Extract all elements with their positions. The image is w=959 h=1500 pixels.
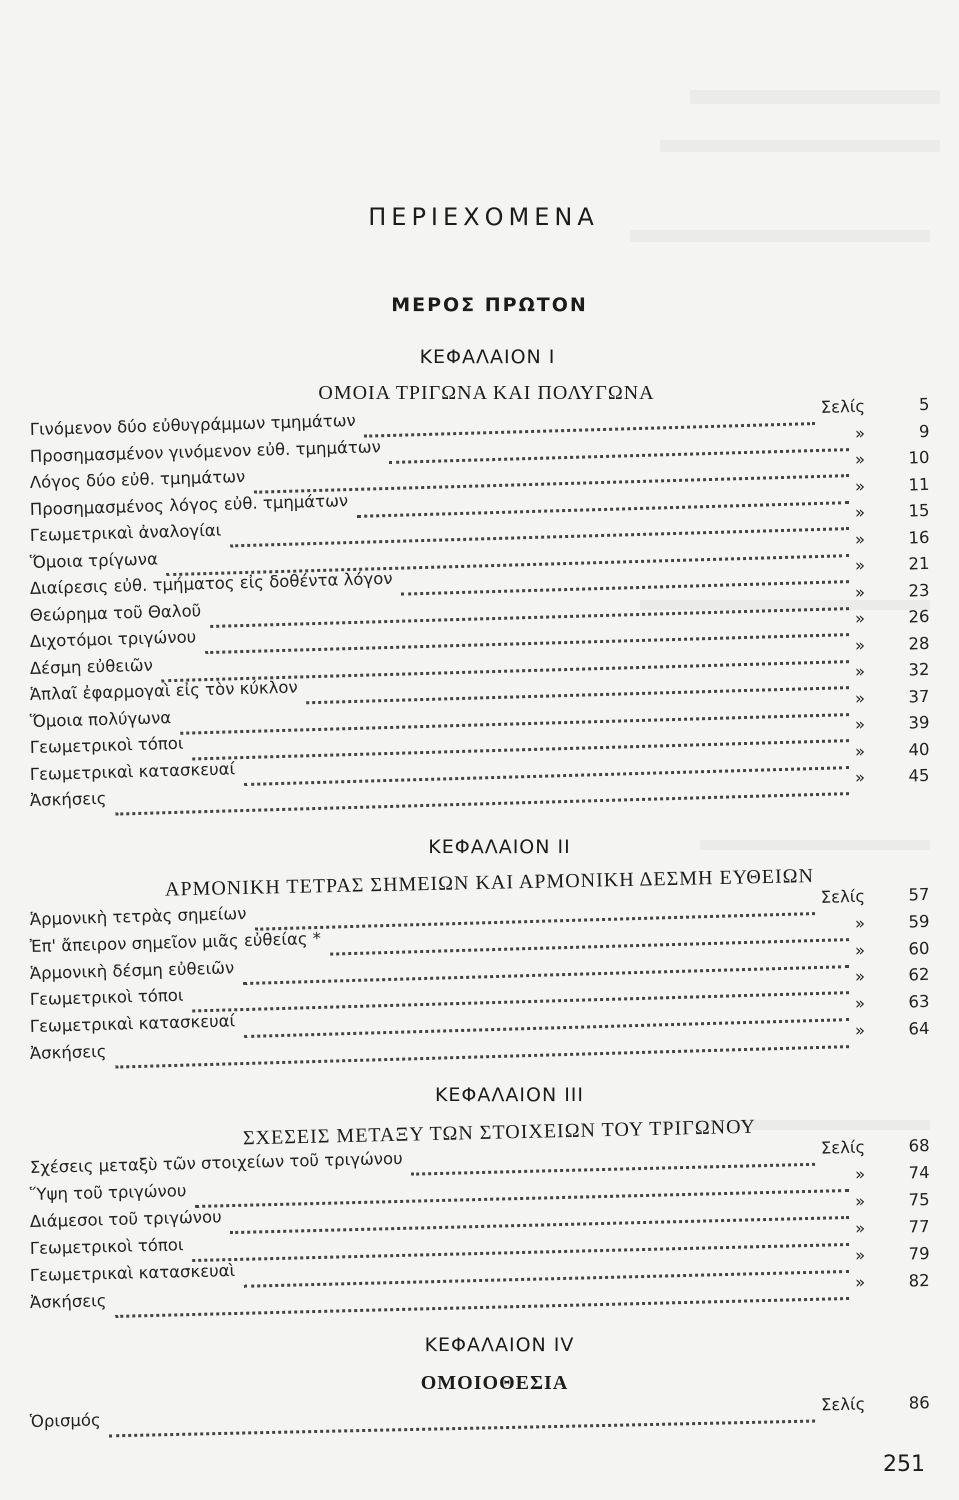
ditto-mark: » <box>854 555 866 575</box>
toc-entry-page: 82 <box>908 1271 930 1291</box>
page-number: 251 <box>883 1452 925 1477</box>
toc-entry-page: 59 <box>908 911 930 932</box>
toc-entry-title: Ὁρισμός <box>29 1410 101 1431</box>
page-word: Σελίς <box>820 1137 866 1158</box>
toc-entry-page: 15 <box>908 500 930 521</box>
toc-entry-title: Γινόμενον δύο εὐθυγράμμων τμημάτων <box>29 410 357 439</box>
ditto-mark: » <box>854 449 866 469</box>
page-word: Σελίς <box>820 1394 866 1415</box>
toc-entry-page: 37 <box>908 686 930 706</box>
ditto-mark: » <box>854 661 866 681</box>
toc-entry-title: Λόγος δύο εὐθ. τμημάτων <box>29 466 246 492</box>
chapter-4-title: ΟΜΟΙΟΘΕΣΙΑ <box>420 1372 569 1394</box>
toc-entry-title: Ἁρμονικὴ τετρὰς σημείων <box>29 903 247 929</box>
toc-entry-title: Ἁπλαῖ ἐφαρμογαὶ εἰς τὸν κύκλον <box>29 677 298 704</box>
toc-entry-title: Γεωμετρικαὶ κατασκευαὶ <box>29 1260 236 1285</box>
ditto-mark: » <box>854 476 866 496</box>
ditto-mark: » <box>854 1164 866 1184</box>
toc-entry-page: 63 <box>908 992 930 1012</box>
toc-entry-page: 28 <box>908 633 930 653</box>
toc-entry-page: 5 <box>918 394 930 415</box>
page-title: ΠΕΡΙΕΧΟΜΕΝΑ <box>368 203 599 231</box>
toc-entry-page: 39 <box>908 712 930 733</box>
toc-entry-page: 45 <box>908 765 930 786</box>
ditto-mark: » <box>854 1245 866 1265</box>
toc-entry-page: 75 <box>908 1190 930 1210</box>
toc-entry-page: 62 <box>908 965 930 985</box>
toc-entry-title: Προσημασμένον γινόμενον εὐθ. τμημάτων <box>29 436 382 466</box>
ditto-mark: » <box>854 1272 866 1292</box>
toc-entry-title: Διάμεσοι τοῦ τριγώνου <box>29 1207 222 1231</box>
dot-leader <box>109 1396 815 1438</box>
chapter-4-label: ΚΕΦΑΛΑΙΟΝ IV <box>424 1334 575 1356</box>
ditto-mark: » <box>854 940 866 960</box>
ditto-mark: » <box>854 608 866 628</box>
ditto-mark: » <box>854 741 866 761</box>
toc-entry-title: Ὅμοια πολύγωνα <box>29 707 172 731</box>
chapter-2-label: ΚΕΦΑΛΑΙΟΝ II <box>428 836 571 858</box>
toc-entry-page: 40 <box>908 739 930 759</box>
ditto-mark: » <box>854 529 866 549</box>
toc-entry-page: 26 <box>908 606 930 627</box>
toc-entry-page: 10 <box>908 447 930 468</box>
toc-entry-page: 77 <box>908 1217 930 1237</box>
chapter-3-label: ΚΕΦΑΛΑΙΟΝ III <box>434 1084 585 1106</box>
toc-entry-title: Γεωμετρικοὶ τόποι <box>29 1235 184 1258</box>
toc-entry-title: Γεωμετρικοὶ τόποι <box>29 986 184 1010</box>
ditto-mark: » <box>854 582 866 602</box>
toc-entry-title: Προσημασμένος λόγος εὐθ. τμημάτων <box>29 490 349 519</box>
toc-entry <box>30 1393 930 1440</box>
toc-entry-title: Ἀσκήσεις <box>29 788 107 810</box>
toc-entry-page: 9 <box>918 421 930 441</box>
chapter-1-label: ΚΕΦΑΛΑΙΟΝ I <box>419 346 556 368</box>
ditto-mark: » <box>854 993 866 1014</box>
ditto-mark: » <box>854 1191 866 1211</box>
ditto-mark: » <box>854 1218 866 1238</box>
toc-entry-title: Γεωμετρικαὶ κατασκευαί <box>29 1011 236 1037</box>
toc-entry-title: Θεώρημα τοῦ Θαλοῦ <box>29 600 202 625</box>
toc-entry-page: 64 <box>908 1018 930 1039</box>
toc-entry-page: 60 <box>908 938 930 959</box>
ditto-mark: » <box>854 423 866 443</box>
toc-entry-page: 57 <box>908 884 930 905</box>
toc-entry-page: 11 <box>908 474 930 494</box>
toc-entry-title: Διχοτόμοι τριγώνου <box>29 627 197 651</box>
toc-entry-page: 23 <box>908 580 930 600</box>
toc-entry-title: Γεωμετρικαὶ ἀναλογίαι <box>29 520 222 545</box>
chapter-3-title: ΣΧΕΣΕΙΣ ΜΕΤΑΞΥ ΤΩΝ ΣΤΟΙΧΕΙΩΝ ΤΟΥ ΤΡΙΓΩΝΟΥ <box>242 1115 757 1150</box>
toc-entry-title: Ἁρμονικὴ δέσμη εὐθειῶν <box>29 957 235 983</box>
toc-entry-title: Ἀσκήσεις <box>29 1041 107 1063</box>
toc-entry-page: 16 <box>908 527 930 547</box>
ditto-mark: » <box>854 1020 866 1040</box>
toc-entry-page: 74 <box>908 1163 930 1183</box>
toc-entry-title: Σχέσεις μεταξὺ τῶν στοιχείων τοῦ τριγώνου <box>29 1148 403 1177</box>
ditto-mark: » <box>854 688 866 708</box>
toc-entry-title: Διαίρεσις εὐθ. τμήματος εἰς δοθέντα λόγον <box>29 568 393 598</box>
chapter-1-title: ΟΜΟΙΑ ΤΡΙΓΩΝΑ ΚΑΙ ΠΟΛΥΓΩΝΑ <box>318 382 655 404</box>
toc-entry-page: 32 <box>908 659 930 680</box>
ditto-mark: » <box>854 967 866 987</box>
part-heading: ΜΕΡΟΣ ΠΡΩΤΟΝ <box>391 294 588 316</box>
toc-entry-title: Δέσμη εὐθειῶν <box>29 655 154 678</box>
toc-entry-page: 86 <box>908 1393 930 1413</box>
toc-entry-title: Ἀσκήσεις <box>29 1291 107 1312</box>
toc-entry-page: 68 <box>908 1136 930 1156</box>
ditto-mark: » <box>854 635 866 655</box>
ditto-mark: » <box>854 767 866 787</box>
toc-entry-page: 21 <box>908 553 930 574</box>
page-word: Σελίς <box>820 396 866 417</box>
ditto-mark: » <box>854 502 866 522</box>
toc-entry-title: Γεωμετρικοὶ τόποι <box>29 733 184 757</box>
chapter-2-title: ΑΡΜΟΝΙΚΗ ΤΕΤΡΑΣ ΣΗΜΕΙΩΝ ΚΑΙ ΑΡΜΟΝΙΚΗ ΔΕΣΜΗ ΕΥΘΕΙΩΝ <box>164 864 815 901</box>
ditto-mark: » <box>854 714 866 734</box>
toc-entry-page: 79 <box>908 1244 930 1264</box>
toc-entry-title: Ἐπ' ἄπειρον σημεῖον μιᾶς εὐθείας * <box>29 928 322 956</box>
ditto-mark: » <box>854 913 866 933</box>
page-word: Σελίς <box>820 886 866 907</box>
toc-entry-title: Γεωμετρικαὶ κατασκευαί <box>29 758 236 784</box>
toc-entry-title: Ὕψη τοῦ τριγώνου <box>29 1181 187 1204</box>
toc-entry-title: Ὅμοια τρίγωνα <box>29 548 159 572</box>
